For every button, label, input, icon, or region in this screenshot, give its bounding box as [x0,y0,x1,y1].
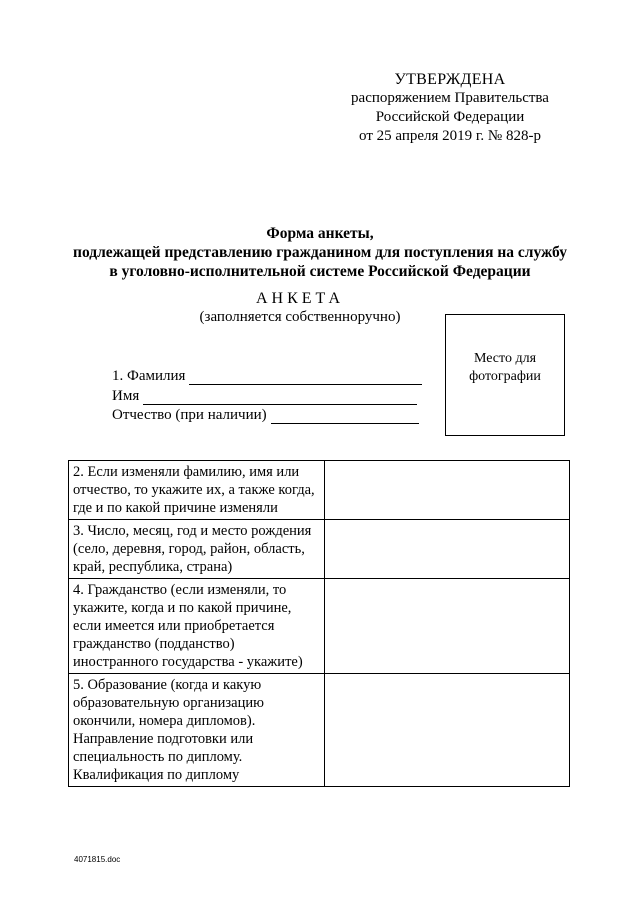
question-cell: 4. Гражданство (если изменяли, то укажите, когда и по какой причине, если имеется или приобретается гражданство (подданство) иностранного государства - укажите) [69,579,325,674]
form-title-line-3: в уголовно-исполнительной системе Российской Федерации [109,263,531,280]
answer-cell[interactable] [324,579,569,674]
form-title [40,224,600,281]
approval-line-2: Российской Федерации [375,109,525,125]
first-name-field[interactable] [143,390,417,405]
photo-label-line-1: Место для [473,351,537,366]
table-row [69,520,570,579]
footer-file-name: 4071815.doc [74,855,121,864]
table-row [69,461,570,520]
approval-block [300,70,600,146]
anketa-heading: АНКЕТА [255,290,345,307]
approval-line-3: от 25 апреля 2019 г. № 828-р [359,128,541,144]
anketa-heading-block [160,290,440,326]
answer-cell[interactable] [324,520,569,579]
first-name-label: Имя [112,388,140,404]
patronymic-field[interactable] [271,409,419,424]
table-row [69,674,570,787]
form-title-line-1: Форма анкеты, [266,225,374,242]
question-cell: 2. Если изменяли фамилию, имя или отчество, то укажите их, а также когда, где и по какой причине изменяли [69,461,325,520]
form-title-line-2: подлежащей представлению гражданином для поступления на службу [73,244,567,261]
question-cell: 5. Образование (когда и какую образовательную организацию окончили, номера дипломов). Направление подготовки или специальность по диплому. Квалификация по диплому [69,674,325,787]
patronymic-label: Отчество (при наличии) [112,407,267,423]
answer-cell[interactable] [324,461,569,520]
patronymic-row [112,406,419,424]
anketa-subheading: (заполняется собственноручно) [199,309,401,325]
first-name-row [112,387,417,405]
photo-label-line-2: фотографии [469,369,541,384]
surname-label: 1. Фамилия [112,368,186,384]
questionnaire-table [68,460,570,787]
surname-field[interactable] [189,370,422,385]
surname-row [112,367,422,385]
table-row [69,579,570,674]
answer-cell[interactable] [324,674,569,787]
approval-title: УТВЕРЖДЕНА [394,71,506,88]
question-cell: 3. Число, месяц, год и место рождения (село, деревня, город, район, область, край, республика, страна) [69,520,325,579]
photo-placeholder [445,314,565,436]
approval-line-1: распоряжением Правительства [351,90,549,106]
